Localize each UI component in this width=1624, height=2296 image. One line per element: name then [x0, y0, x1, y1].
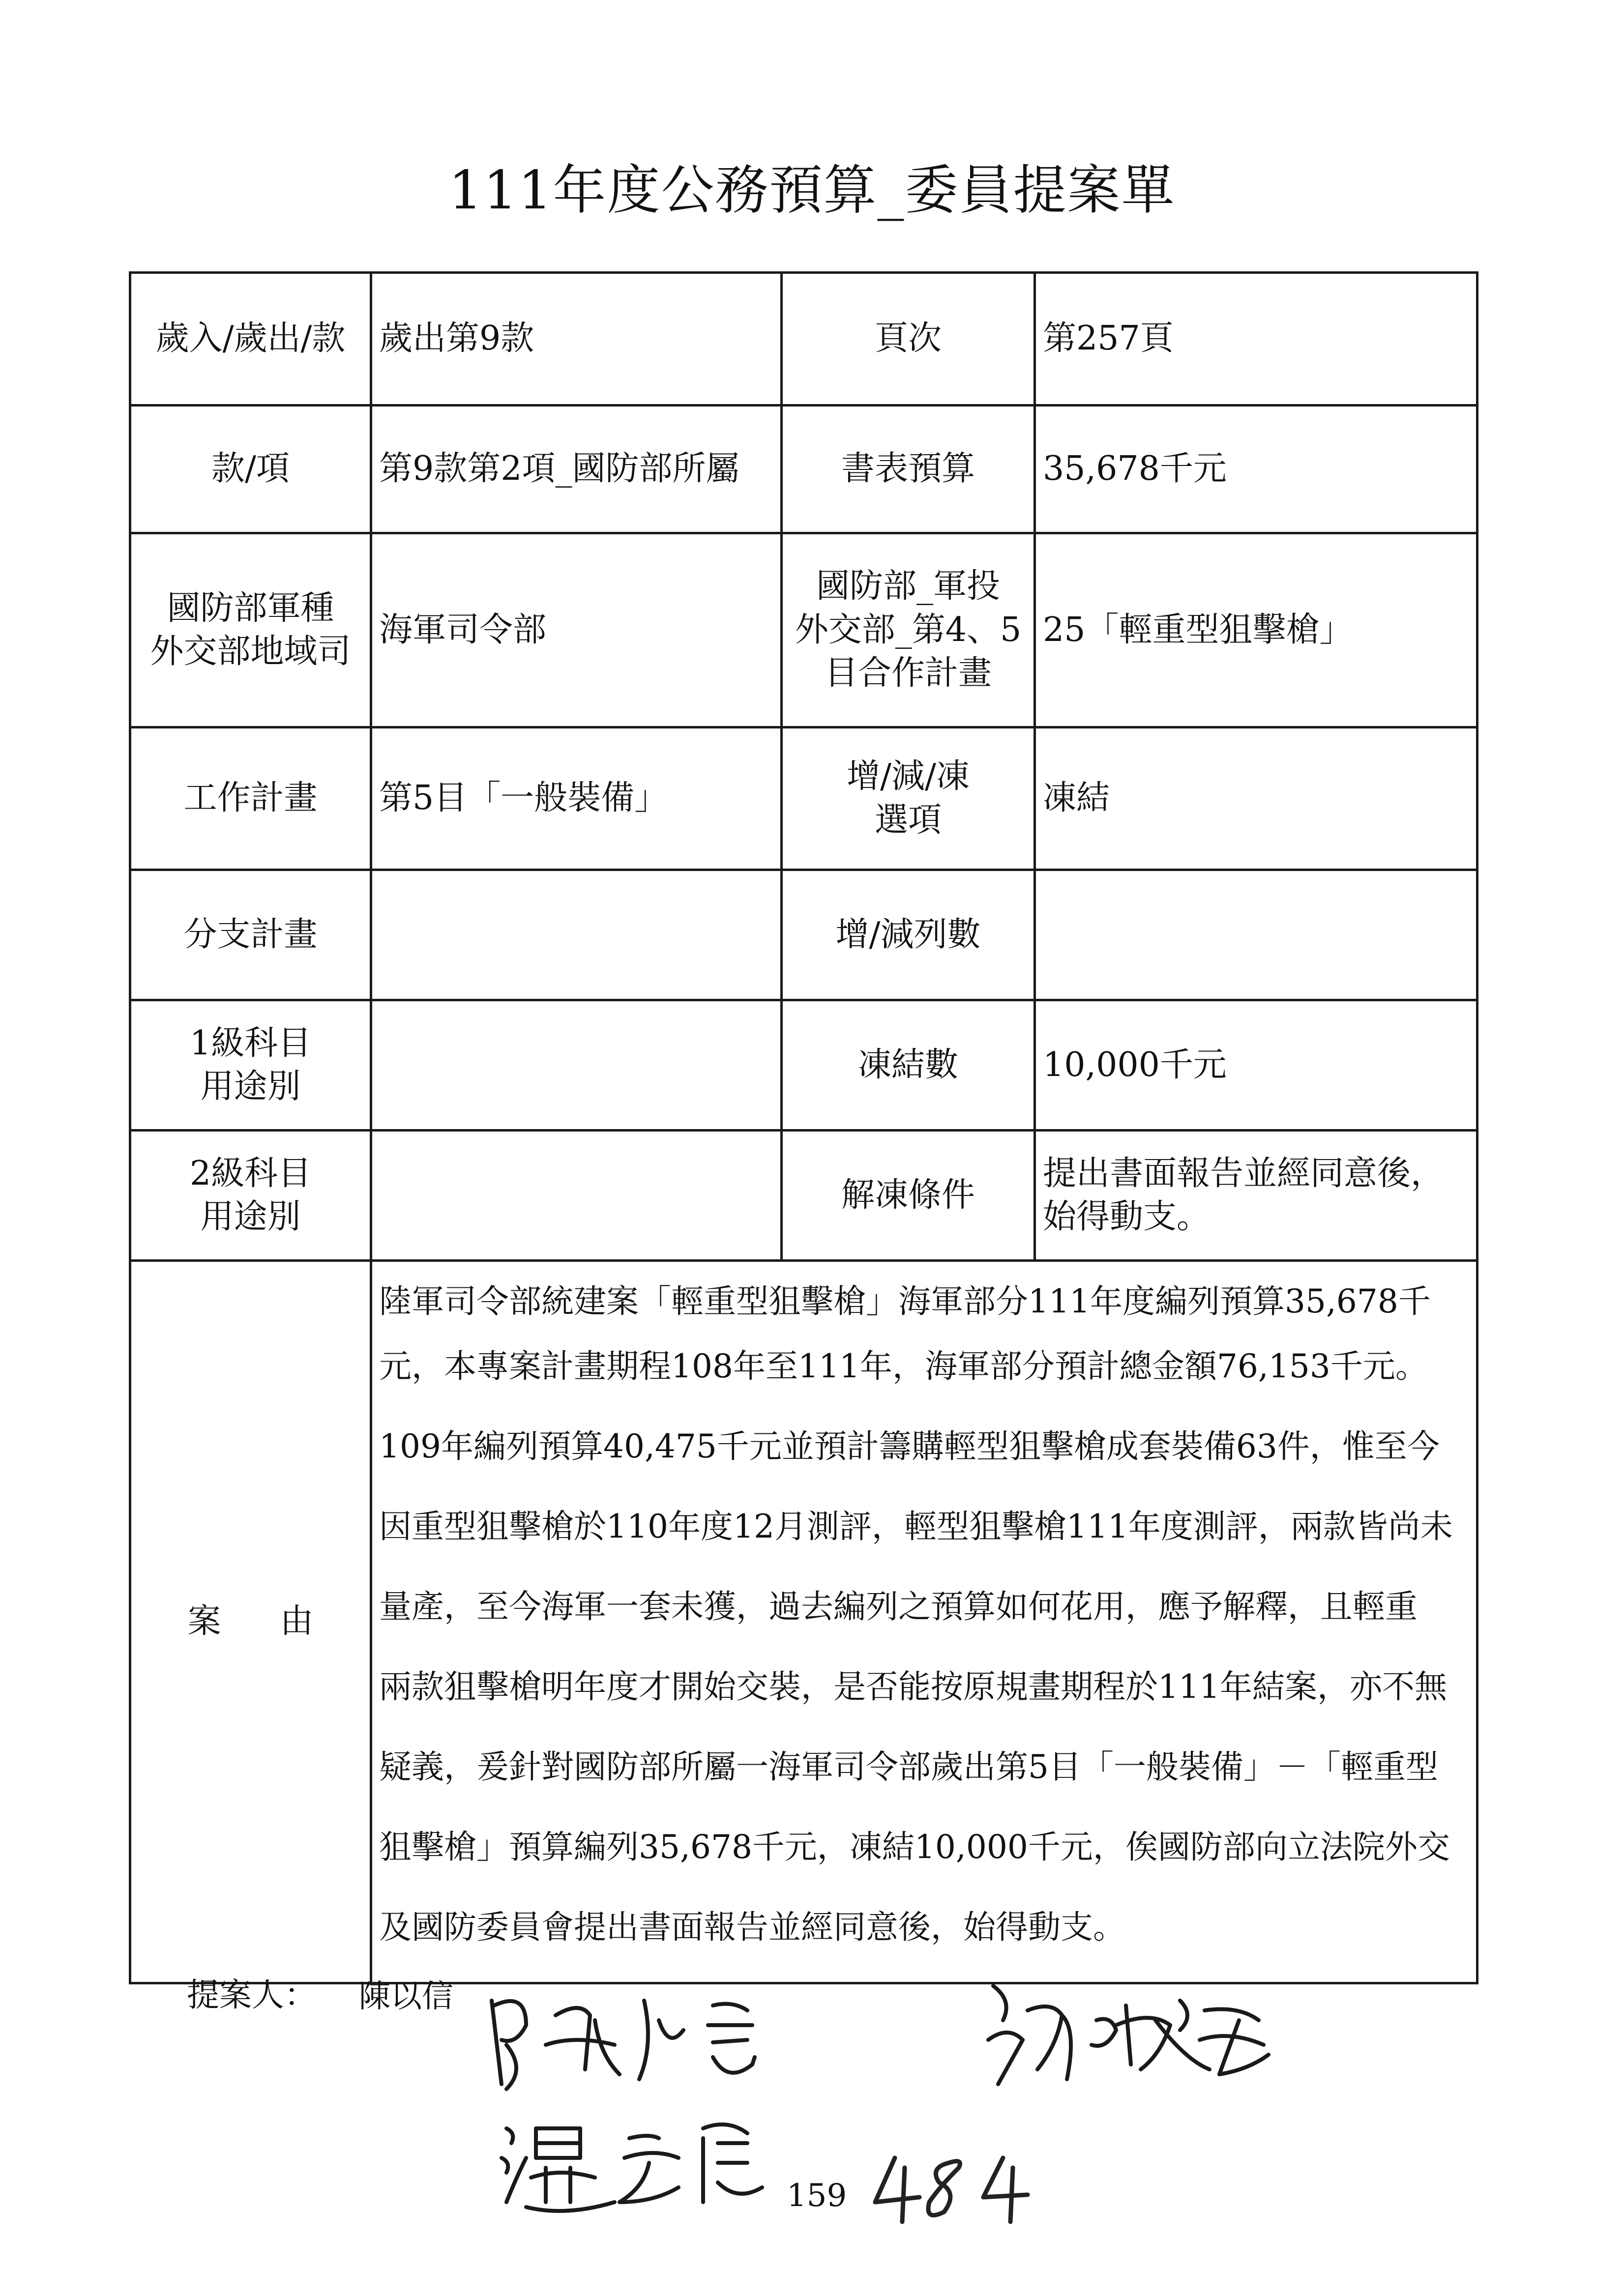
handwritten-page-number: [865, 2148, 1033, 2227]
label-revenue-expense-account: 歲入/歲出/款: [130, 273, 371, 406]
label-cooperation-plan-line-1: 國防部_軍投: [816, 567, 1000, 606]
signature-2: [988, 1986, 1269, 2084]
reason-line-9: 及國防委員會提出書面報告並經同意後，始得動支。: [379, 1908, 1125, 1946]
signature-1: [492, 2001, 755, 2089]
label-military-branch-line-2: 外交部地域司: [150, 632, 351, 671]
label-level1-subject-line-1: 1級科目: [189, 1023, 312, 1063]
label-increase-decrease-amount: 增/減列數: [782, 870, 1035, 1000]
form-row-account: [130, 273, 1477, 406]
label-statement-budget: 書表預算: [782, 406, 1035, 533]
form-row-level2-subject: [130, 1131, 1477, 1261]
label-level2-subject-line-2: 用途別: [200, 1197, 301, 1236]
label-unfreeze-condition: 解凍條件: [782, 1131, 1035, 1261]
value-branch-plan: [371, 870, 782, 1000]
label-level2-subject: [130, 1131, 371, 1261]
label-work-plan: 工作計畫: [130, 727, 371, 870]
value-account-item: 第9款第2項_國防部所屬: [371, 406, 782, 533]
value-page: 第257頁: [1035, 273, 1477, 406]
label-level1-subject: [130, 1000, 371, 1131]
proposer-label: 提案人：: [187, 1976, 317, 2014]
label-military-branch-line-1: 國防部軍種: [167, 588, 334, 628]
label-cooperation-plan-line-3: 目合作計畫: [824, 654, 992, 693]
label-cooperation-plan-line-2: 外交部_第4、5: [795, 610, 1022, 649]
form-row-branch-plan: [130, 870, 1477, 1000]
reason-line-5: 量產，至今海軍一套未獲，過去編列之預算如何花用，應予解釋，且輕重: [379, 1587, 1417, 1626]
proposer-name: 陳以信: [359, 1978, 453, 2015]
proposal-form-table: [129, 271, 1478, 1984]
label-branch-plan: 分支計畫: [130, 870, 371, 1000]
label-level1-subject-line-2: 用途別: [200, 1067, 301, 1106]
value-increase-decrease-amount: [1035, 870, 1477, 1000]
reason-line-6: 兩款狙擊槍明年度才開始交裝，是否能按原規畫期程於111年結案，亦不無: [379, 1667, 1447, 1706]
form-row-work-plan: [130, 727, 1477, 870]
form-row-unit: [130, 533, 1477, 727]
value-action-option: 凍結: [1035, 727, 1477, 870]
value-unfreeze-condition-line-1: 提出書面報告並經同意後，: [1043, 1154, 1445, 1193]
value-unfreeze-condition: [1035, 1131, 1477, 1261]
form-row-reason: [130, 1261, 1477, 1983]
label-reason-char-2: 由: [280, 1602, 314, 1641]
label-reason: [130, 1261, 371, 1983]
label-cooperation-plan: [782, 533, 1035, 727]
label-action-option-line-1: 增/減/凍: [847, 757, 970, 796]
value-frozen-amount: 10,000千元: [1035, 1000, 1477, 1131]
form-row-level1-subject: [130, 1000, 1477, 1131]
page-number: 159: [787, 2178, 847, 2214]
label-level2-subject-line-1: 2級科目: [189, 1154, 312, 1193]
label-action-option: [782, 727, 1035, 870]
reason-line-8: 狙擊槍」預算編列35,678千元，凍結10,000千元，俟國防部向立法院外交: [379, 1828, 1450, 1866]
label-account-item: 款/項: [130, 406, 371, 533]
document-title: 111年度公務預算_委員提案單: [448, 160, 1176, 221]
value-work-plan: 第5目「一般裝備」: [371, 727, 782, 870]
form-row-item: [130, 406, 1477, 533]
reason-line-1: 陸軍司令部統建案「輕重型狙擊槍」海軍部分111年度編列預算35,678千: [379, 1282, 1431, 1320]
signature-3: [502, 2124, 762, 2211]
label-page: 頁次: [782, 273, 1035, 406]
label-reason-char-1: 案: [187, 1602, 280, 1641]
label-action-option-line-2: 選項: [874, 800, 942, 840]
reason-line-7: 疑義，爰針對國防部所屬一海軍司令部歲出第5目「一般裝備」－「輕重型: [379, 1747, 1438, 1786]
value-cooperation-plan: 25「輕重型狙擊槍」: [1035, 533, 1477, 727]
value-military-branch: 海軍司令部: [371, 533, 782, 727]
reason-line-4: 因重型狙擊槍於110年度12月測評，輕型狙擊槍111年度測評，兩款皆尚未: [379, 1507, 1453, 1545]
reason-line-2: 元，本專案計畫期程108年至111年，海軍部分預計總金額76,153千元。: [379, 1347, 1428, 1385]
value-statement-budget: 35,678千元: [1035, 406, 1477, 533]
value-level2-subject: [371, 1131, 782, 1261]
label-frozen-amount: 凍結數: [782, 1000, 1035, 1131]
value-revenue-expense-account: 歲出第9款: [371, 273, 782, 406]
value-level1-subject: [371, 1000, 782, 1131]
value-unfreeze-condition-line-2: 始得動支。: [1043, 1197, 1211, 1236]
label-military-branch: [130, 533, 371, 727]
reason-text-block: [371, 1261, 1477, 1983]
reason-line-3: 109年編列預算40,475千元並預計籌購輕型狙擊槍成套裝備63件，惟至今: [379, 1427, 1440, 1465]
